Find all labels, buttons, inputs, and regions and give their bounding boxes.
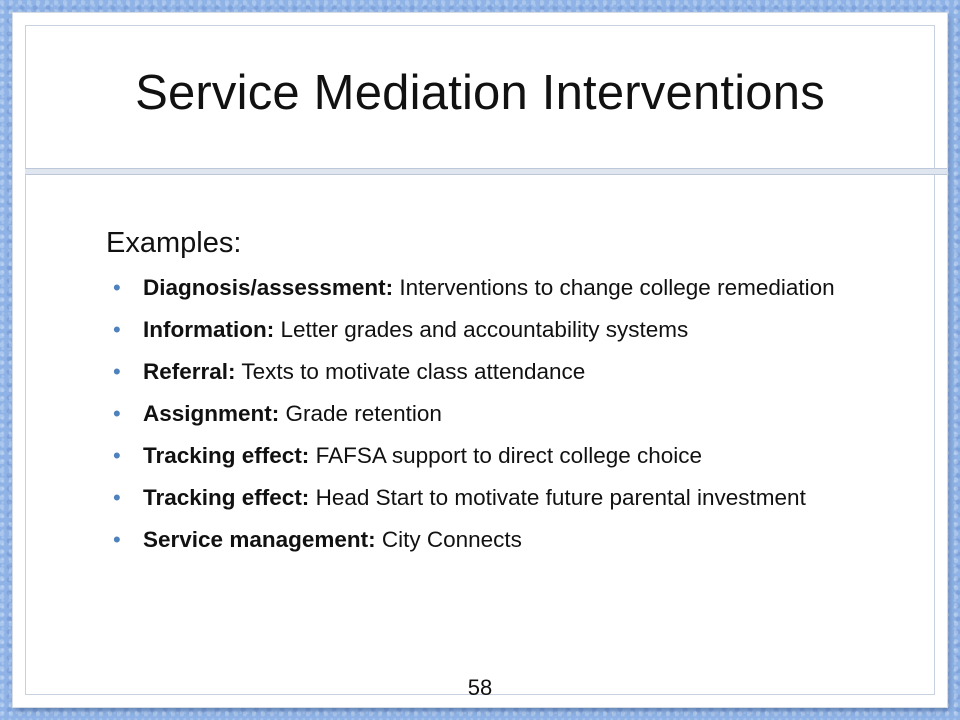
bullet-term: Service management: — [143, 527, 376, 552]
bullet-term: Tracking effect: — [143, 485, 310, 510]
examples-heading: Examples: — [106, 227, 242, 259]
slide-title: Service Mediation Interventions — [135, 66, 825, 120]
bullet-term: Information: — [143, 317, 275, 342]
bullet-term: Assignment: — [143, 401, 280, 426]
bullet-text: Letter grades and accountability systems — [274, 317, 689, 342]
bullet-icon: • — [113, 527, 121, 552]
slide — [13, 13, 947, 707]
bullet-item — [106, 314, 866, 346]
bullet-item — [106, 524, 866, 556]
bullet-icon: • — [113, 485, 121, 510]
bullet-item — [106, 398, 866, 430]
title-divider — [25, 168, 947, 175]
bullet-term: Diagnosis/assessment: — [143, 275, 394, 300]
bullet-text: Interventions to change college remediation — [393, 275, 835, 300]
bullet-text: Texts to motivate class attendance — [235, 359, 586, 384]
bullet-item — [106, 356, 866, 388]
bullet-text: City Connects — [375, 527, 522, 552]
bullet-icon: • — [113, 443, 121, 468]
bullet-term: Tracking effect: — [143, 443, 310, 468]
bullet-item — [106, 272, 866, 304]
bullet-text: FAFSA support to direct college choice — [309, 443, 703, 468]
bullet-icon: • — [113, 275, 121, 300]
bullet-icon: • — [113, 401, 121, 426]
bullet-term: Referral: — [143, 359, 236, 384]
bullet-item — [106, 440, 866, 472]
bullet-item — [106, 482, 866, 514]
slide-content — [106, 227, 866, 566]
bullet-text: Grade retention — [279, 401, 442, 426]
bullet-icon: • — [113, 359, 121, 384]
bullet-icon: • — [113, 317, 121, 342]
bullet-text: Head Start to motivate future parental investment — [309, 485, 806, 510]
bullet-list — [106, 272, 866, 556]
page-number: 58 — [467, 675, 493, 700]
title-band — [13, 13, 947, 168]
